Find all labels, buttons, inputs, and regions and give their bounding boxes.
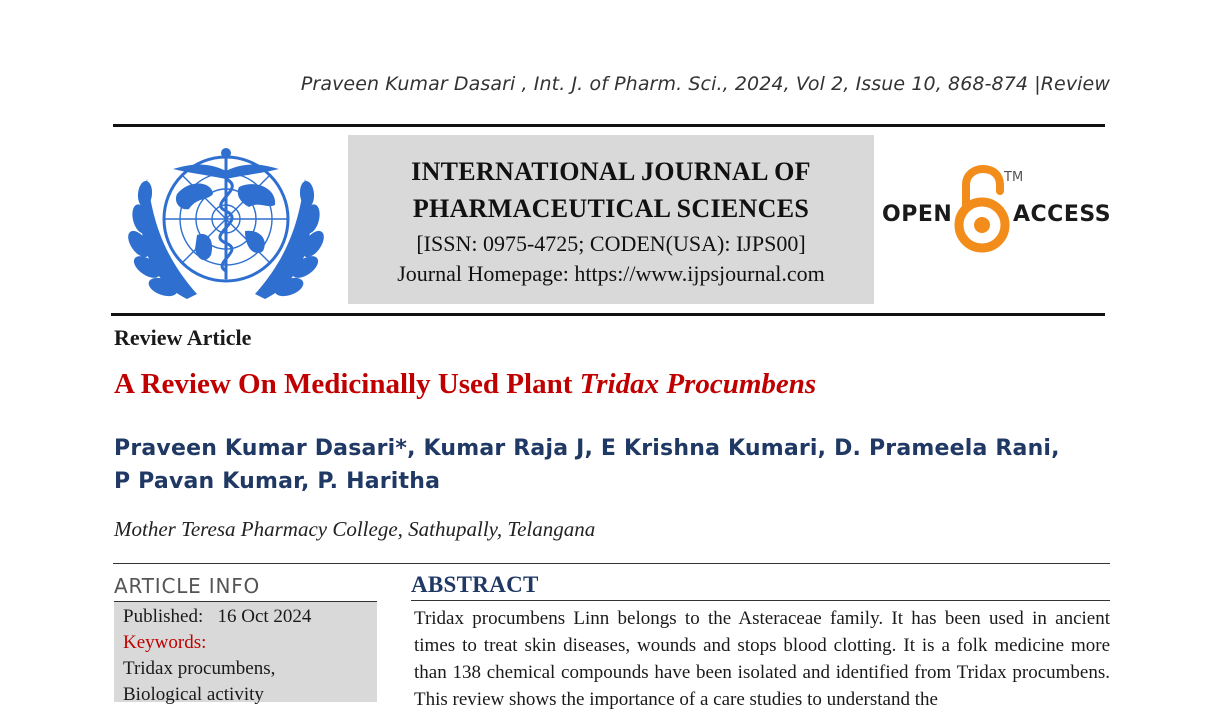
author-affiliation: Mother Teresa Pharmacy College, Sathupally, Telangana [114, 517, 596, 541]
abstract-heading: ABSTRACT [411, 572, 539, 597]
keyword-item: Biological activity [123, 684, 264, 705]
author-line-2: P Pavan Kumar, P. Haritha [114, 469, 441, 494]
open-access-tm: TM [1004, 170, 1024, 185]
published-label: Published: [123, 606, 204, 627]
open-access-word-open: OPEN [882, 202, 953, 227]
journal-name [348, 153, 874, 227]
keywords-label: Keywords: [123, 632, 207, 653]
author-line-1: Praveen Kumar Dasari*, Kumar Raja J, E Krishna Kumari, D. Prameela Rani, [114, 436, 1060, 461]
keyword-item: Tridax procumbens, [123, 658, 276, 679]
journal-name-line2: PHARMACEUTICAL SCIENCES [412, 194, 810, 223]
journal-masthead-box [348, 135, 874, 304]
abstract-rule [411, 600, 1110, 601]
author-list [114, 432, 1094, 498]
journal-issn: [ISSN: 0975-4725; CODEN(USA): IJPS00] [416, 231, 806, 256]
journal-homepage[interactable]: Journal Homepage: https://www.ijpsjournal.com [397, 261, 825, 286]
journal-name-line1: INTERNATIONAL JOURNAL OF [411, 157, 811, 186]
article-type: Review Article [114, 325, 252, 350]
section-divider [113, 563, 1110, 564]
header-bottom-rule [111, 313, 1105, 316]
published-row [123, 604, 377, 630]
published-date: 16 Oct 2024 [217, 606, 312, 627]
header-top-rule [113, 124, 1105, 127]
article-info-box [114, 602, 377, 705]
journal-emblem-logo [127, 139, 325, 307]
article-title [114, 368, 816, 401]
open-access-word-access: ACCESS [1013, 202, 1112, 227]
article-title-italic: Tridax Procumbens [579, 368, 817, 400]
running-head-citation: Praveen Kumar Dasari , Int. J. of Pharm. Sci., 2024, Vol 2, Issue 10, 868-874 |Review [300, 73, 1110, 95]
abstract-text: Tridax procumbens Linn belongs to the Asteraceae family. It has been used in ancient times to treat skin diseases, wounds and stops blood clotting. It is a folk medicine more than 138 chemical compounds have been isolated and identified from Tridax procumbens. This review shows the importance of a care studies to understand the [414, 608, 1110, 710]
open-access-lock-icon [952, 165, 1012, 253]
article-title-plain: A Review On Medicinally Used Plant [114, 368, 580, 400]
article-info-heading: ARTICLE INFO [114, 574, 261, 598]
